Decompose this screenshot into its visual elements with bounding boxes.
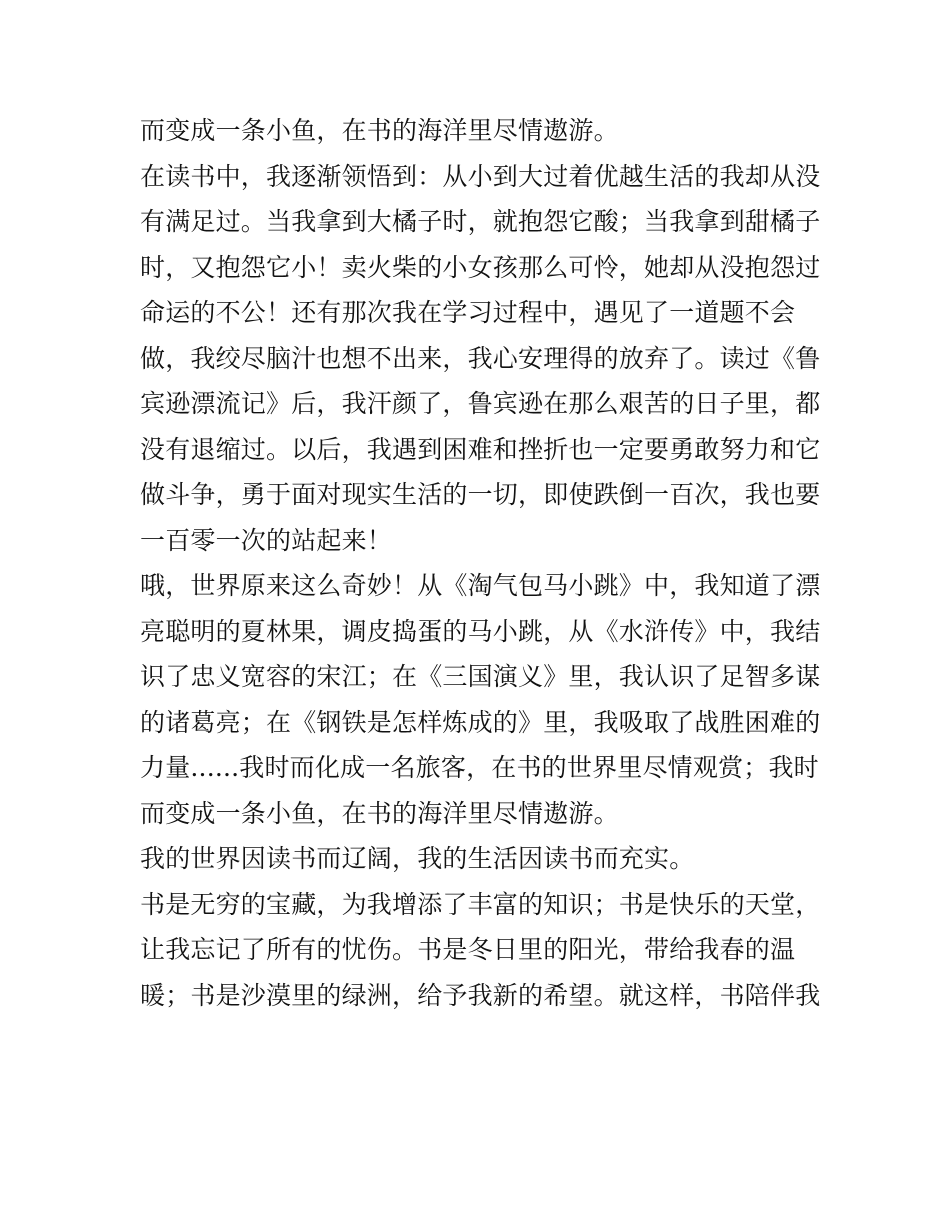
text-line: 而变成一条小鱼，在书的海洋里尽情遨游。 <box>140 798 619 828</box>
text-line: 亮聪明的夏林果，调皮捣蛋的马小跳，从《水浒传》中，我结 <box>140 616 821 646</box>
text-line: 哦，世界原来这么奇妙！从《淘气包马小跳》中，我知道了漂 <box>140 571 821 600</box>
text-line: 宾逊漂流记》后，我汗颜了，鲁宾逊在那么艰苦的日子里，都 <box>140 389 821 418</box>
text-line: 而变成一条小鱼，在书的海洋里尽情遨游。 <box>140 116 619 145</box>
text-line: 时，又抱怨它小！卖火柴的小女孩那么可怜，她却从没抱怨过 <box>140 252 821 282</box>
text-line: 的诸葛亮；在《钢铁是怎样炼成的》里，我吸取了战胜困难的 <box>140 707 821 737</box>
text-line: 做斗争，勇于面对现实生活的一切，即使跌倒一百次，我也要 <box>140 480 821 509</box>
text-line: 没有退缩过。以后，我遇到困难和挫折也一定要勇敢努力和它 <box>140 434 821 464</box>
text-line: 识了忠义宽容的宋江；在《三国演义》里，我认识了足智多谋 <box>140 662 821 691</box>
text-line: 暖；书是沙漠里的绿洲，给予我新的希望。就这样，书陪伴我 <box>140 980 821 1010</box>
text-line: 我的世界因读书而辽阔，我的生活因读书而充实。 <box>140 844 695 873</box>
essay-body <box>140 108 820 1018</box>
text-line: 有满足过。当我拿到大橘子时，就抱怨它酸；当我拿到甜橘子 <box>140 207 821 236</box>
text-line: 一百零一次的站起来！ <box>140 525 393 555</box>
text-line: 让我忘记了所有的忧伤。书是冬日里的阳光，带给我春的温 <box>140 935 796 964</box>
text-line: 在读书中，我逐渐领悟到：从小到大过着优越生活的我却从没 <box>140 161 821 191</box>
text-line: 力量......我时而化成一名旅客，在书的世界里尽情观赏；我时 <box>140 753 819 782</box>
text-line: 命运的不公！还有那次我在学习过程中，遇见了一道题不会 <box>140 298 796 327</box>
text-line: 做，我绞尽脑汁也想不出来，我心安理得的放弃了。读过《鲁 <box>140 343 821 373</box>
text-line: 书是无穷的宝藏，为我增添了丰富的知识；书是快乐的天堂， <box>140 889 821 919</box>
